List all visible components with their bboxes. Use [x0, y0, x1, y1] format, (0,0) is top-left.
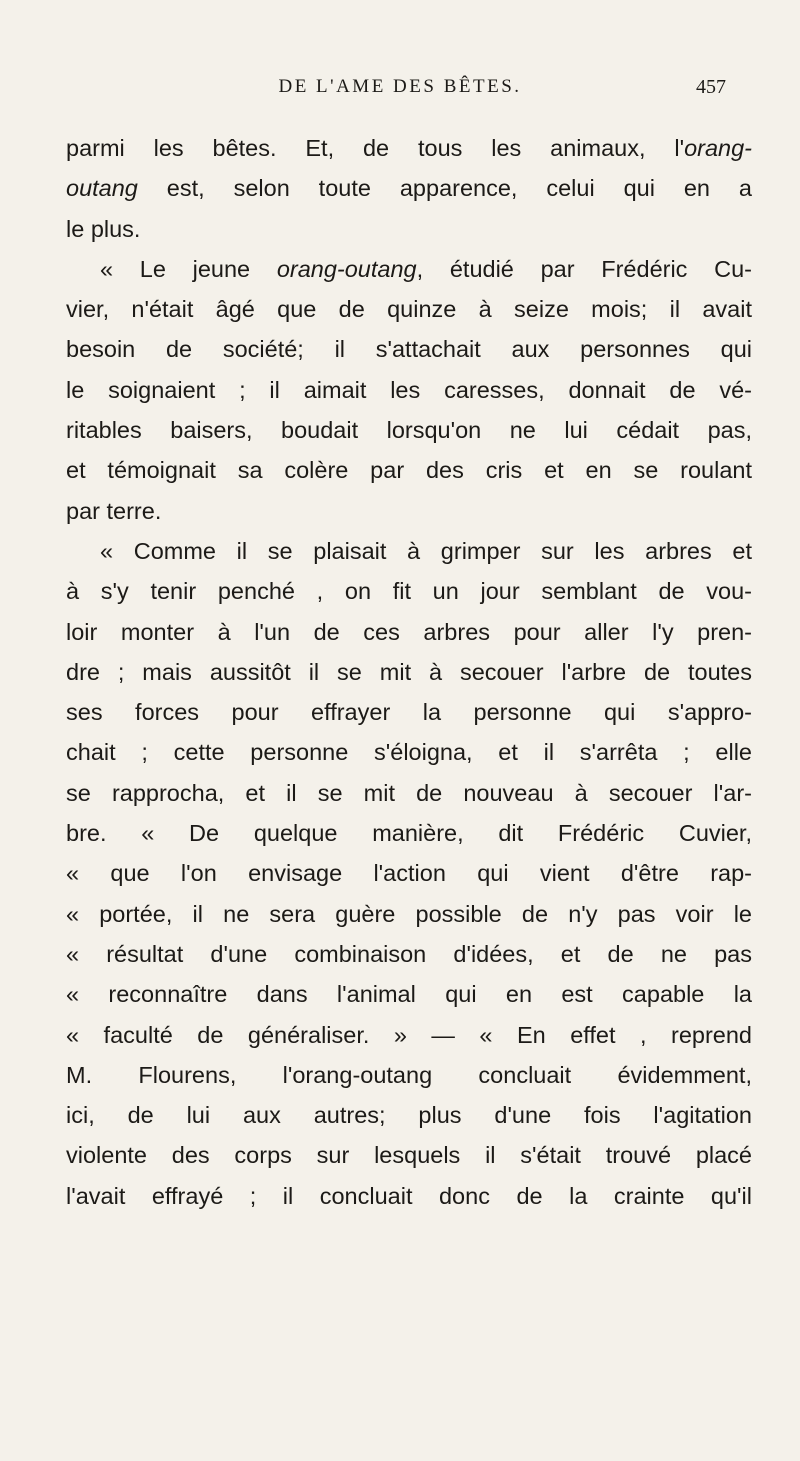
text-segment: « faculté de généraliser. » — « En effet , reprend [66, 1021, 752, 1048]
italic-text: orang-outang [276, 255, 417, 282]
text-segment: « résultat d'une combinaison d'idées, et de ne pas [66, 940, 752, 967]
text-segment: vier, n'était âgé que de quinze à seize mois; il avait [66, 296, 752, 323]
text-segment: « portée, il ne sera guère possible de n'y pas voir le [66, 900, 752, 927]
text-segment: à s'y tenir penché , on fit un jour semblant de vou- [66, 578, 752, 605]
page-number: 457 [696, 76, 726, 98]
text-line [66, 491, 752, 531]
text-line [66, 1055, 752, 1095]
text-line [66, 1095, 752, 1135]
text-segment: M. Flourens, l'orang-outang concluait évidemment, [66, 1061, 752, 1088]
text-segment: « que l'on envisage l'action qui vient d'être rap- [66, 860, 752, 887]
text-segment: dre ; mais aussitôt il se mit à secouer l'arbre de toutes [66, 658, 752, 685]
text-line [66, 249, 752, 289]
text-segment: chait ; cette personne s'éloigna, et il s'arrêta ; elle [66, 739, 752, 766]
text-line [66, 410, 752, 450]
text-line [66, 128, 752, 168]
text-line [66, 773, 752, 813]
text-segment: et témoignait sa colère par des cris et en se roulant [66, 457, 752, 484]
text-line [66, 1135, 752, 1175]
italic-text: outang [66, 175, 138, 202]
text-line [66, 571, 752, 611]
text-segment: est, selon toute apparence, celui qui en a [137, 175, 752, 202]
text-segment: « Le jeune [100, 255, 277, 282]
text-line [66, 1015, 752, 1055]
text-segment: le soignaient ; il aimait les caresses, donnait de vé- [66, 376, 752, 403]
text-line [66, 652, 752, 692]
text-segment: « Comme il se plaisait à grimper sur les arbres et [100, 537, 752, 564]
text-segment: « reconnaître dans l'animal qui en est capable la [66, 981, 752, 1008]
text-line [66, 168, 752, 208]
text-line [66, 329, 752, 369]
text-segment: , étudié par Frédéric Cu- [416, 255, 752, 282]
text-segment: bre. « De quelque manière, dit Frédéric Cuvier, [66, 820, 752, 847]
text-line [66, 813, 752, 853]
text-segment: ici, de lui aux autres; plus d'une fois l'agitation [66, 1102, 752, 1129]
text-line [66, 934, 752, 974]
text-segment: violente des corps sur lesquels il s'était trouvé placé [66, 1142, 752, 1169]
text-segment: parmi les bêtes. Et, de tous les animaux, l' [66, 135, 685, 161]
text-segment: ritables baisers, boudait lorsqu'on ne lui cédait pas, [66, 417, 752, 444]
text-line [66, 289, 752, 329]
text-segment: l'avait effrayé ; il concluait donc de la crainte qu'il [66, 1182, 752, 1209]
text-line [66, 612, 752, 652]
text-segment: loir monter à l'un de ces arbres pour aller l'y pren- [66, 618, 752, 645]
text-segment: ses forces pour effrayer la personne qui s'appro- [66, 699, 752, 726]
page-header [0, 76, 800, 106]
text-segment: par terre. [66, 497, 162, 524]
text-line [66, 692, 752, 732]
text-line [66, 853, 752, 893]
text-line [66, 370, 752, 410]
text-line [66, 974, 752, 1014]
text-line [66, 531, 752, 571]
text-line [66, 450, 752, 490]
text-segment: besoin de société; il s'attachait aux personnes qui [66, 336, 752, 363]
text-segment: le plus. [66, 215, 141, 242]
body-text [66, 128, 752, 1216]
text-segment: se rapprocha, et il se mit de nouveau à secouer l'ar- [66, 779, 752, 806]
text-line [66, 894, 752, 934]
text-line [66, 209, 752, 249]
text-line [66, 1176, 752, 1216]
text-line [66, 732, 752, 772]
running-head: DE L'AME DES BÊTES. [278, 76, 522, 97]
italic-text: orang- [684, 135, 752, 161]
